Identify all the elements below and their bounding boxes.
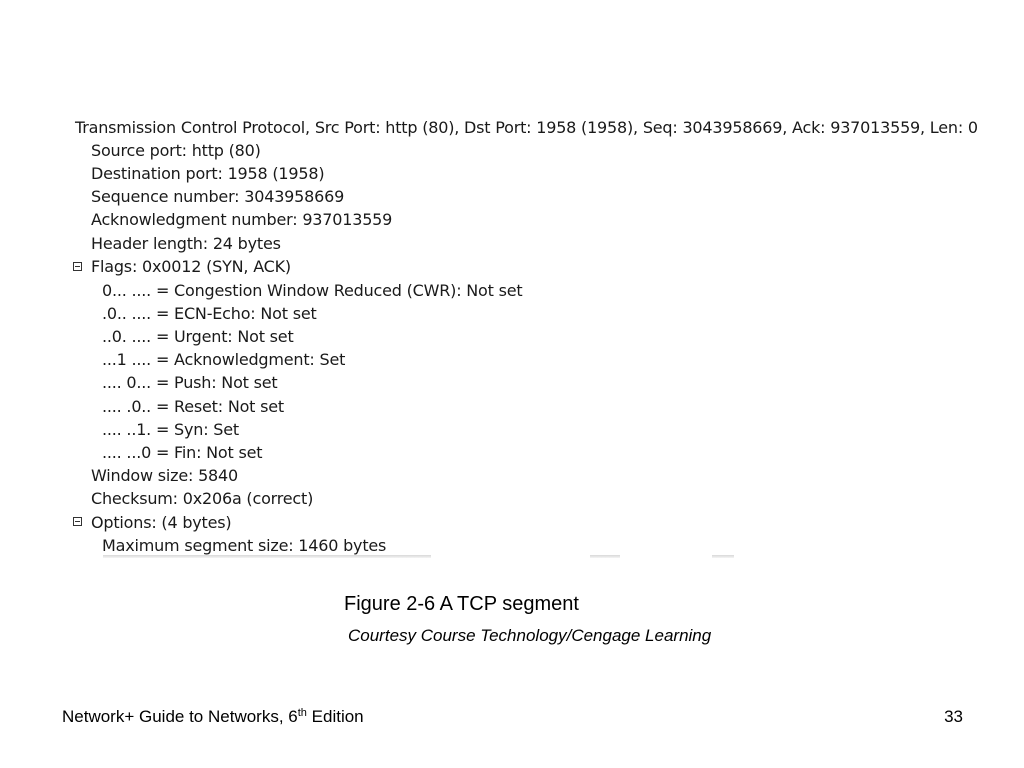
screenshot-crop-edge: [103, 555, 431, 558]
tree-row-window-size: Window size: 5840: [91, 466, 238, 485]
tree-row-flag-ecn-echo: .0.. .... = ECN-Echo: Not set: [102, 304, 317, 323]
screenshot-crop-edge: [590, 555, 620, 558]
tree-row-flag-cwr: 0... .... = Congestion Window Reduced (CWR): Not set: [102, 281, 523, 300]
footer-book-title: [62, 706, 364, 728]
tree-row-destination-port: Destination port: 1958 (1958): [91, 164, 325, 183]
collapse-flags-icon[interactable]: [73, 262, 82, 271]
tree-row-source-port: Source port: http (80): [91, 141, 261, 160]
collapse-options-icon[interactable]: [73, 517, 82, 526]
tree-row-flag-fin: .... ...0 = Fin: Not set: [102, 443, 263, 462]
tree-row-checksum: Checksum: 0x206a (correct): [91, 489, 314, 508]
page-number: 33: [944, 707, 963, 726]
tree-row-acknowledgment-number: Acknowledgment number: 937013559: [91, 210, 393, 229]
footer-title-suffix: Edition: [306, 707, 364, 726]
screenshot-crop-edge: [712, 555, 734, 558]
footer-title-superscript: th: [297, 707, 307, 719]
tree-row-flag-syn: .... ..1. = Syn: Set: [102, 420, 239, 439]
figure-caption: Figure 2-6 A TCP segment: [344, 593, 579, 615]
tree-row-tcp-summary: Transmission Control Protocol, Src Port: http (80), Dst Port: 1958 (1958), Seq: 3043958669, Ack: 937013559, Len: 0: [75, 118, 978, 137]
tree-row-flag-reset: .... .0.. = Reset: Not set: [102, 397, 284, 416]
figure-credit: Courtesy Course Technology/Cengage Learning: [348, 626, 712, 645]
tree-row-sequence-number: Sequence number: 3043958669: [91, 187, 345, 206]
tree-row-options: Options: (4 bytes): [91, 513, 232, 532]
tree-row-flag-acknowledgment: ...1 .... = Acknowledgment: Set: [102, 350, 346, 369]
footer-title-prefix: Network+ Guide to Networks, 6: [62, 707, 298, 726]
tree-row-flags: Flags: 0x0012 (SYN, ACK): [91, 257, 291, 276]
tree-row-header-length: Header length: 24 bytes: [91, 234, 281, 253]
tree-row-flag-push: .... 0... = Push: Not set: [102, 373, 278, 392]
tree-row-maximum-segment-size: Maximum segment size: 1460 bytes: [102, 536, 387, 555]
tree-row-flag-urgent: ..0. .... = Urgent: Not set: [102, 327, 294, 346]
